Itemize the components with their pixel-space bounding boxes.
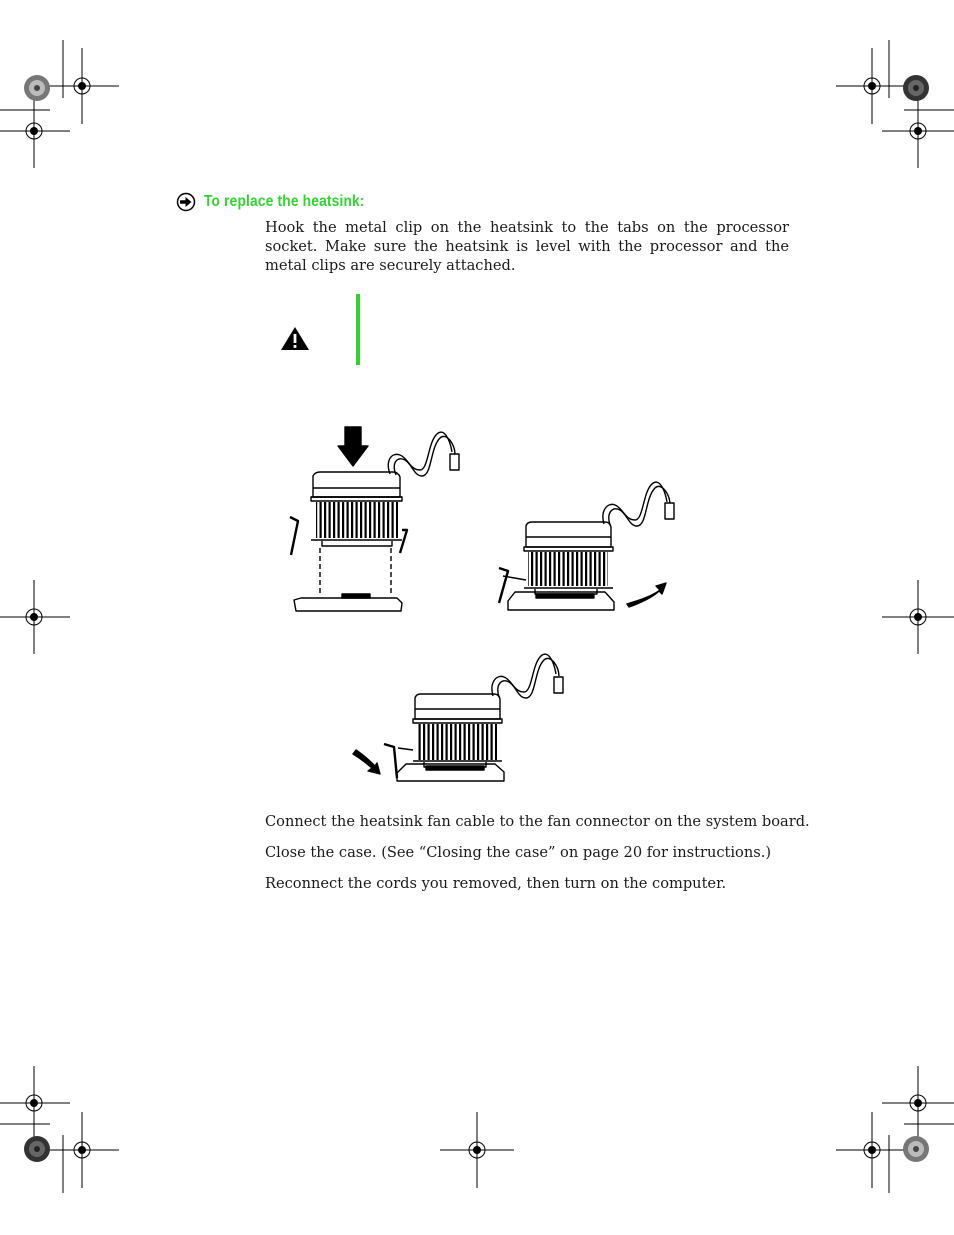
curved-arrow-icon xyxy=(627,583,666,607)
step-text: Close the case. (See “Closing the case” on page 20 for instructions.) xyxy=(265,844,772,861)
star-target xyxy=(24,1136,50,1162)
figure-engage-left-clip xyxy=(353,654,563,781)
heatsink-installation-illustration xyxy=(270,420,690,790)
registration-target xyxy=(0,95,70,168)
arrow-circle-icon xyxy=(176,192,198,212)
step-text: Connect the heatsink fan cable to the fan connector on the system board. xyxy=(265,813,810,830)
down-arrow-icon xyxy=(338,427,368,466)
registration-target xyxy=(0,1066,70,1140)
registration-target xyxy=(440,1112,514,1188)
registration-target xyxy=(882,580,954,654)
figure-engage-right-clip xyxy=(499,482,674,610)
registration-target xyxy=(0,580,70,654)
figure-lower-heatsink xyxy=(290,427,459,611)
procedure-heading xyxy=(176,190,391,214)
registration-target xyxy=(836,48,908,124)
star-target xyxy=(24,75,50,101)
registration-target xyxy=(882,1066,954,1140)
procedure-title: To replace the heatsink: xyxy=(204,193,365,210)
registration-target xyxy=(45,1112,119,1188)
warning-triangle-icon xyxy=(280,326,310,352)
curved-arrow-icon xyxy=(353,750,380,774)
star-target xyxy=(903,75,929,101)
step-text: Reconnect the cords you removed, then turn on the computer. xyxy=(265,875,727,892)
step-text: Hook the metal clip on the heatsink to the tabs on the processor socket. Make sure the heatsink is level with the processor and the metal clips are securely attached. xyxy=(265,219,789,274)
registration-target xyxy=(882,95,954,168)
star-target xyxy=(903,1136,929,1162)
registration-target xyxy=(836,1112,908,1188)
caution-bar xyxy=(356,294,360,365)
registration-target xyxy=(45,48,119,124)
